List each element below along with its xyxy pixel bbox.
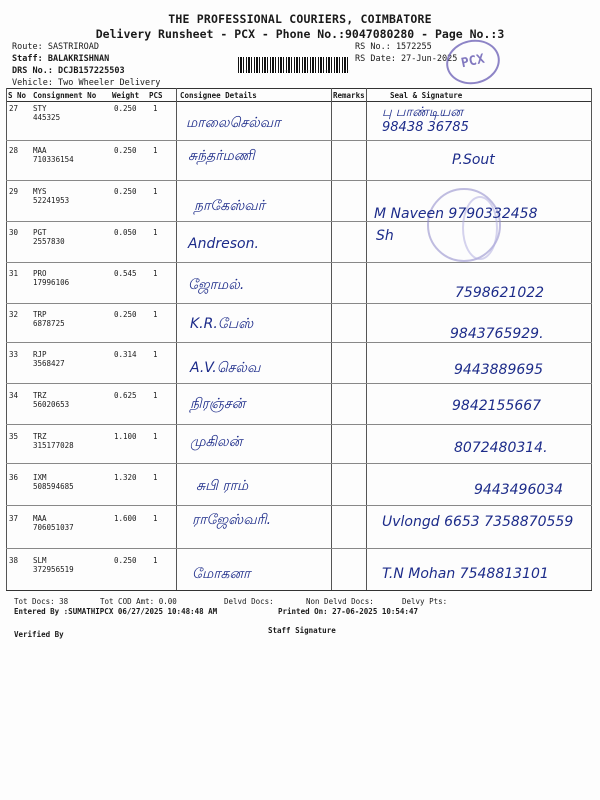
row-pcs: 1	[153, 310, 158, 319]
rs-date-label: RS Date: 27-Jun-2025	[355, 54, 458, 64]
row-divider	[6, 342, 592, 343]
row-pcs: 1	[153, 391, 158, 400]
seal-signature: 8072480314.	[454, 440, 548, 456]
row-pcs: 1	[153, 104, 158, 113]
row-pcs: 1	[153, 228, 158, 237]
row-divider	[6, 262, 592, 263]
row-pcs: 1	[153, 146, 158, 155]
row-divider	[6, 463, 592, 464]
row-weight: 1.100	[114, 432, 137, 441]
row-weight: 0.625	[114, 391, 137, 400]
row-divider	[6, 180, 592, 181]
seal-signature: 9843765929.	[450, 326, 544, 342]
col-divider	[331, 88, 332, 590]
row-divider	[6, 505, 592, 506]
row-weight: 0.314	[114, 350, 137, 359]
pcx-stamp: PCX	[442, 35, 504, 89]
col-header-sno: S No	[8, 91, 27, 100]
seal-signature: M Naveen 9790332458	[374, 206, 538, 222]
row-sno: 31	[9, 269, 19, 278]
drs-label: DRS No.: DCJB157225503	[12, 66, 125, 76]
row-consignment-no: IXM 508594685	[33, 473, 74, 491]
vehicle-label: Vehicle: Two Wheeler Delivery	[12, 78, 161, 88]
row-sno: 38	[9, 556, 19, 565]
row-weight: 0.250	[114, 104, 137, 113]
delivered-docs: Delvd Docs:	[224, 597, 274, 606]
col-divider	[591, 88, 592, 590]
row-weight: 0.250	[114, 146, 137, 155]
row-divider	[6, 140, 592, 141]
row-consignment-no: STY 445325	[33, 104, 61, 122]
total-docs: Tot Docs: 38	[14, 597, 69, 606]
consignee-handwriting: Andreson.	[188, 236, 259, 252]
consignee-handwriting: நிரஞ்சன்	[190, 396, 246, 412]
verified-by-label: Verified By	[14, 630, 64, 639]
seal-signature: 9443889695	[454, 362, 544, 378]
row-sno: 29	[9, 187, 19, 196]
seal-signature: 9443496034	[474, 482, 564, 498]
runsheet-subtitle: Delivery Runsheet - PCX - Phone No.:9047080280 - Page No.:3	[95, 27, 505, 41]
consignee-handwriting: ராஜேஸ்வரி.	[192, 512, 272, 528]
seal-signature: T.N Mohan 7548813101	[382, 566, 549, 582]
delivery-points: Delvy Pts:	[402, 597, 448, 606]
col-header-weight: Weight	[112, 91, 140, 100]
total-cod-amount: Tot COD Amt: 0.00	[100, 597, 177, 606]
consignee-handwriting: A.V.செல்வ	[190, 360, 261, 376]
row-sno: 32	[9, 310, 19, 319]
non-delivered-docs: Non Delvd Docs:	[306, 597, 374, 606]
row-pcs: 1	[153, 556, 158, 565]
row-divider	[6, 303, 592, 304]
consignee-handwriting: K.R.பேஸ்	[190, 316, 254, 332]
table-bottom-border	[6, 590, 592, 591]
consignee-handwriting: மாலைசெல்வா	[186, 115, 281, 131]
printed-on: Printed On: 27-06-2025 10:54:47	[278, 607, 418, 616]
staff-label: Staff: BALAKRISHNAN	[12, 54, 110, 64]
staff-signature-label: Staff Signature	[268, 626, 336, 635]
row-pcs: 1	[153, 432, 158, 441]
col-header-remarks: Remarks	[333, 91, 365, 100]
consignee-handwriting: முகிலன்	[190, 434, 243, 450]
company-title: THE PROFESSIONAL COURIERS, COIMBATORE	[168, 12, 432, 26]
seal-signature: பு பாண்டியன 98438 36785	[382, 105, 469, 135]
row-sno: 35	[9, 432, 19, 441]
row-weight: 0.250	[114, 310, 137, 319]
row-sno: 34	[9, 391, 19, 400]
row-pcs: 1	[153, 269, 158, 278]
row-consignment-no: SLM 372956519	[33, 556, 74, 574]
row-divider	[6, 548, 592, 549]
seal-signature: 9842155667	[452, 398, 542, 414]
row-sno: 27	[9, 104, 19, 113]
col-header-pcs: PCS	[149, 91, 163, 100]
row-divider	[6, 424, 592, 425]
row-sno: 36	[9, 473, 19, 482]
row-consignment-no: TRZ 56020653	[33, 391, 70, 409]
col-divider	[366, 88, 367, 590]
consignee-handwriting: மோகனா	[192, 566, 251, 582]
col-divider	[176, 88, 177, 590]
row-sno: 28	[9, 146, 19, 155]
col-header-seal: Seal & Signature	[390, 91, 463, 100]
row-consignment-no: MAA 710336154	[33, 146, 74, 164]
col-header-consignment: Consignment No	[33, 91, 97, 100]
row-consignment-no: PGT 2557830	[33, 228, 65, 246]
row-consignment-no: MYS 52241953	[33, 187, 70, 205]
row-weight: 1.320	[114, 473, 137, 482]
consignee-handwriting: சுந்தர்மணி	[188, 148, 255, 164]
consignee-handwriting: சுபி ராம்	[196, 478, 249, 494]
col-header-consignee: Consignee Details	[180, 91, 257, 100]
row-weight: 1.600	[114, 514, 137, 523]
row-weight: 0.250	[114, 187, 137, 196]
row-weight: 0.250	[114, 556, 137, 565]
row-pcs: 1	[153, 514, 158, 523]
table-top-border	[6, 88, 592, 89]
row-consignment-no: TRZ 315177028	[33, 432, 74, 450]
seal-signature: Uvlongd 6653 7358870559	[382, 514, 574, 530]
row-weight: 0.545	[114, 269, 137, 278]
row-sno: 30	[9, 228, 19, 237]
consignee-handwriting: நாகேஸ்வர்	[194, 198, 265, 214]
seal-signature: Sh	[376, 228, 394, 244]
consignee-handwriting: ஜோமல்.	[188, 277, 245, 293]
entered-by: Entered By :SUMATHIPCX 06/27/2025 10:48:48 AM	[14, 607, 218, 616]
seal-signature: P.Sout	[452, 152, 495, 168]
row-divider	[6, 383, 592, 384]
seal-signature: 7598621022	[455, 285, 545, 301]
row-weight: 0.050	[114, 228, 137, 237]
row-sno: 33	[9, 350, 19, 359]
row-pcs: 1	[153, 473, 158, 482]
row-pcs: 1	[153, 187, 158, 196]
col-divider	[6, 88, 7, 590]
route-label: Route: SASTRIROAD	[12, 42, 99, 52]
row-consignment-no: MAA 706051037	[33, 514, 74, 532]
row-sno: 37	[9, 514, 19, 523]
table-header-border	[6, 101, 592, 102]
rs-no-label: RS No.: 1572255	[355, 42, 432, 52]
row-consignment-no: TRP 6878725	[33, 310, 65, 328]
row-consignment-no: PRO 17996106	[33, 269, 70, 287]
barcode	[238, 57, 350, 73]
row-pcs: 1	[153, 350, 158, 359]
row-consignment-no: RJP 3568427	[33, 350, 65, 368]
